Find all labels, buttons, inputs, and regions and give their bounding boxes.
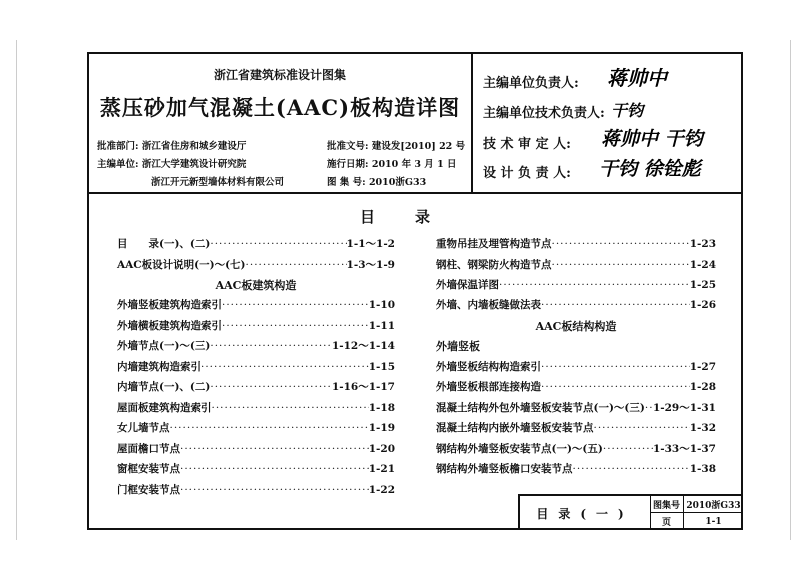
sheet-name: 目录(一) bbox=[520, 496, 651, 530]
subsection-heading: 外墙竖板 bbox=[436, 340, 480, 353]
toc-label: 钢结构外墙竖板檐口安装节点 bbox=[436, 463, 573, 475]
toc-page-ref: 1-26 bbox=[689, 299, 716, 311]
atlas-label: 图集号 bbox=[650, 496, 684, 513]
toc-page-ref: 1-21 bbox=[368, 463, 395, 475]
toc-label: 混凝土结构内嵌外墙竖板安装节点 bbox=[436, 422, 594, 434]
leader-dots bbox=[552, 259, 690, 271]
toc-page-ref: 1-38 bbox=[689, 463, 716, 475]
effective-date: 施行日期: 2010 年 3 月 1 日 bbox=[327, 159, 457, 170]
toc-page-ref: 1-33～1-37 bbox=[652, 443, 716, 455]
leader-dots bbox=[246, 259, 347, 271]
toc-item[interactable] bbox=[117, 482, 395, 497]
leader-dots bbox=[552, 238, 690, 250]
atlas-number: 图 集 号: 2010浙G33 bbox=[327, 177, 427, 188]
approval-dept: 批准部门: 浙江省住房和城乡建设厅 bbox=[97, 141, 247, 152]
toc-label: 屋面板建筑构造索引 bbox=[117, 402, 212, 414]
page-edge bbox=[16, 40, 17, 540]
toc-label: 钢结构外墙竖板安装节点(一)～(五) bbox=[436, 443, 603, 455]
document-title: 蒸压砂加气混凝土(AAC)板构造详图 bbox=[99, 95, 461, 120]
toc-page-ref: 1-28 bbox=[689, 381, 716, 393]
toc-page-ref: 1-25 bbox=[689, 279, 716, 291]
toc-label: 外墙竖板根部连接构造 bbox=[436, 381, 541, 393]
leader-dots bbox=[541, 361, 690, 373]
leader-dots bbox=[212, 402, 369, 414]
toc-item[interactable] bbox=[117, 461, 395, 476]
editor-unit: 主编单位: 浙江大学建筑设计研究院 bbox=[97, 159, 247, 170]
toc-page-ref: 1-32 bbox=[689, 422, 716, 434]
header-divider bbox=[89, 192, 741, 194]
leader-dots bbox=[210, 238, 346, 250]
toc-label: 外墙、内墙板缝做法表 bbox=[436, 299, 541, 311]
leader-dots bbox=[180, 463, 369, 475]
leader-dots bbox=[645, 402, 653, 414]
toc-page-ref: 1-16～1-17 bbox=[331, 381, 395, 393]
signature-panel bbox=[471, 54, 743, 192]
toc-heading: 目录 bbox=[359, 208, 470, 226]
toc-page-ref: 1-10 bbox=[368, 299, 395, 311]
signature-row: 主编单位负责人: bbox=[483, 76, 579, 91]
toc-label: 外墙保温详图 bbox=[436, 279, 499, 291]
toc-item[interactable] bbox=[436, 297, 716, 312]
leader-dots bbox=[222, 320, 369, 332]
toc-page-ref: 1-3～1-9 bbox=[346, 259, 395, 271]
leader-dots bbox=[222, 299, 369, 311]
toc-label: 外墙节点(一)～(三) bbox=[117, 340, 211, 352]
toc-item[interactable] bbox=[436, 257, 716, 272]
leader-dots bbox=[180, 484, 369, 496]
handwritten-signature: 蒋帅中 bbox=[607, 66, 667, 90]
handwritten-signature: 蒋帅中 干钧 bbox=[601, 128, 703, 150]
toc-item[interactable] bbox=[117, 400, 395, 415]
toc-label: 女儿墙节点 bbox=[117, 422, 170, 434]
leader-dots bbox=[180, 443, 369, 455]
toc-page-ref: 1-23 bbox=[689, 238, 716, 250]
toc-label: 门框安装节点 bbox=[117, 484, 180, 496]
toc-page-ref: 1-24 bbox=[689, 259, 716, 271]
leader-dots bbox=[541, 381, 690, 393]
toc-label: 内墙建筑构造索引 bbox=[117, 361, 201, 373]
toc-item[interactable] bbox=[436, 359, 716, 374]
toc-item[interactable] bbox=[436, 277, 716, 292]
atlas-value: 2010浙G33 bbox=[684, 496, 743, 513]
toc-page-ref: 1-11 bbox=[368, 320, 395, 332]
toc-item[interactable] bbox=[436, 236, 716, 251]
toc-label: 外墙横板建筑构造索引 bbox=[117, 320, 222, 332]
toc-page-ref: 1-19 bbox=[368, 422, 395, 434]
toc-item[interactable] bbox=[117, 236, 395, 251]
signature-row: 主编单位技术负责人: bbox=[483, 106, 605, 121]
handwritten-signature: 干钧 徐铨彪 bbox=[599, 158, 701, 180]
toc-label: 外墙竖板建筑构造索引 bbox=[117, 299, 222, 311]
toc-item[interactable] bbox=[117, 359, 395, 374]
toc-item[interactable] bbox=[436, 400, 716, 415]
toc-item[interactable] bbox=[436, 420, 716, 435]
toc-page-ref: 1-12～1-14 bbox=[331, 340, 395, 352]
toc-label: 重物吊挂及埋管构造节点 bbox=[436, 238, 552, 250]
toc-label: 内墙节点(一)、(二) bbox=[117, 381, 211, 393]
toc-label: 窗框安装节点 bbox=[117, 463, 180, 475]
leader-dots bbox=[201, 361, 369, 373]
leader-dots bbox=[573, 463, 690, 475]
toc-item[interactable] bbox=[117, 420, 395, 435]
toc-label: 外墙竖板结构构造索引 bbox=[436, 361, 541, 373]
toc-item[interactable] bbox=[117, 441, 395, 456]
toc-label: 钢柱、钢梁防火构造节点 bbox=[436, 259, 552, 271]
toc-label: 目 录(一)、(二) bbox=[117, 238, 211, 250]
page-label: 页 bbox=[650, 513, 684, 530]
toc-label: 混凝土结构外包外墙竖板安装节点(一)～(三) bbox=[436, 402, 645, 414]
leader-dots bbox=[499, 279, 690, 291]
toc-page-ref: 1-18 bbox=[368, 402, 395, 414]
toc-label: AAC板设计说明(一)～(七) bbox=[117, 259, 246, 271]
drawing-frame bbox=[87, 52, 743, 530]
section-heading: AAC板建筑构造 bbox=[215, 279, 297, 292]
approval-doc: 批准文号: 建设发[2010] 22 号 bbox=[327, 141, 466, 152]
toc-item[interactable] bbox=[117, 338, 395, 353]
toc-page-ref: 1-22 bbox=[368, 484, 395, 496]
leader-dots bbox=[170, 422, 369, 434]
handwritten-signature: 干钧 bbox=[611, 101, 644, 120]
toc-item[interactable] bbox=[117, 379, 395, 394]
section-heading: AAC板结构构造 bbox=[535, 320, 617, 333]
signature-row: 技 术 审 定 人: bbox=[483, 137, 571, 152]
toc-item[interactable] bbox=[436, 379, 716, 394]
toc-item[interactable] bbox=[117, 257, 395, 272]
leader-dots bbox=[594, 422, 690, 434]
toc-page-ref: 1-1～1-2 bbox=[346, 238, 395, 250]
title-block bbox=[518, 494, 743, 530]
toc-page-ref: 1-15 bbox=[368, 361, 395, 373]
leader-dots bbox=[210, 340, 332, 352]
editor-unit-2: 浙江开元新型墙体材料有限公司 bbox=[151, 177, 285, 188]
header-info bbox=[89, 54, 473, 192]
page-edge bbox=[790, 40, 791, 540]
toc-item[interactable] bbox=[436, 461, 716, 476]
page-value: 1-1 bbox=[705, 516, 722, 527]
toc-label: 屋面檐口节点 bbox=[117, 443, 180, 455]
signature-row: 设 计 负 责 人: bbox=[483, 166, 571, 181]
toc-item[interactable] bbox=[117, 297, 395, 312]
leader-dots bbox=[541, 299, 690, 311]
toc-item[interactable] bbox=[117, 318, 395, 333]
leader-dots bbox=[603, 443, 653, 455]
leader-dots bbox=[210, 381, 332, 393]
toc-page-ref: 1-27 bbox=[689, 361, 716, 373]
toc-item[interactable] bbox=[436, 441, 716, 456]
toc-page-ref: 1-29～1-31 bbox=[652, 402, 716, 414]
collection-name: 浙江省建筑标准设计图集 bbox=[213, 68, 346, 82]
toc-page-ref: 1-20 bbox=[368, 443, 395, 455]
